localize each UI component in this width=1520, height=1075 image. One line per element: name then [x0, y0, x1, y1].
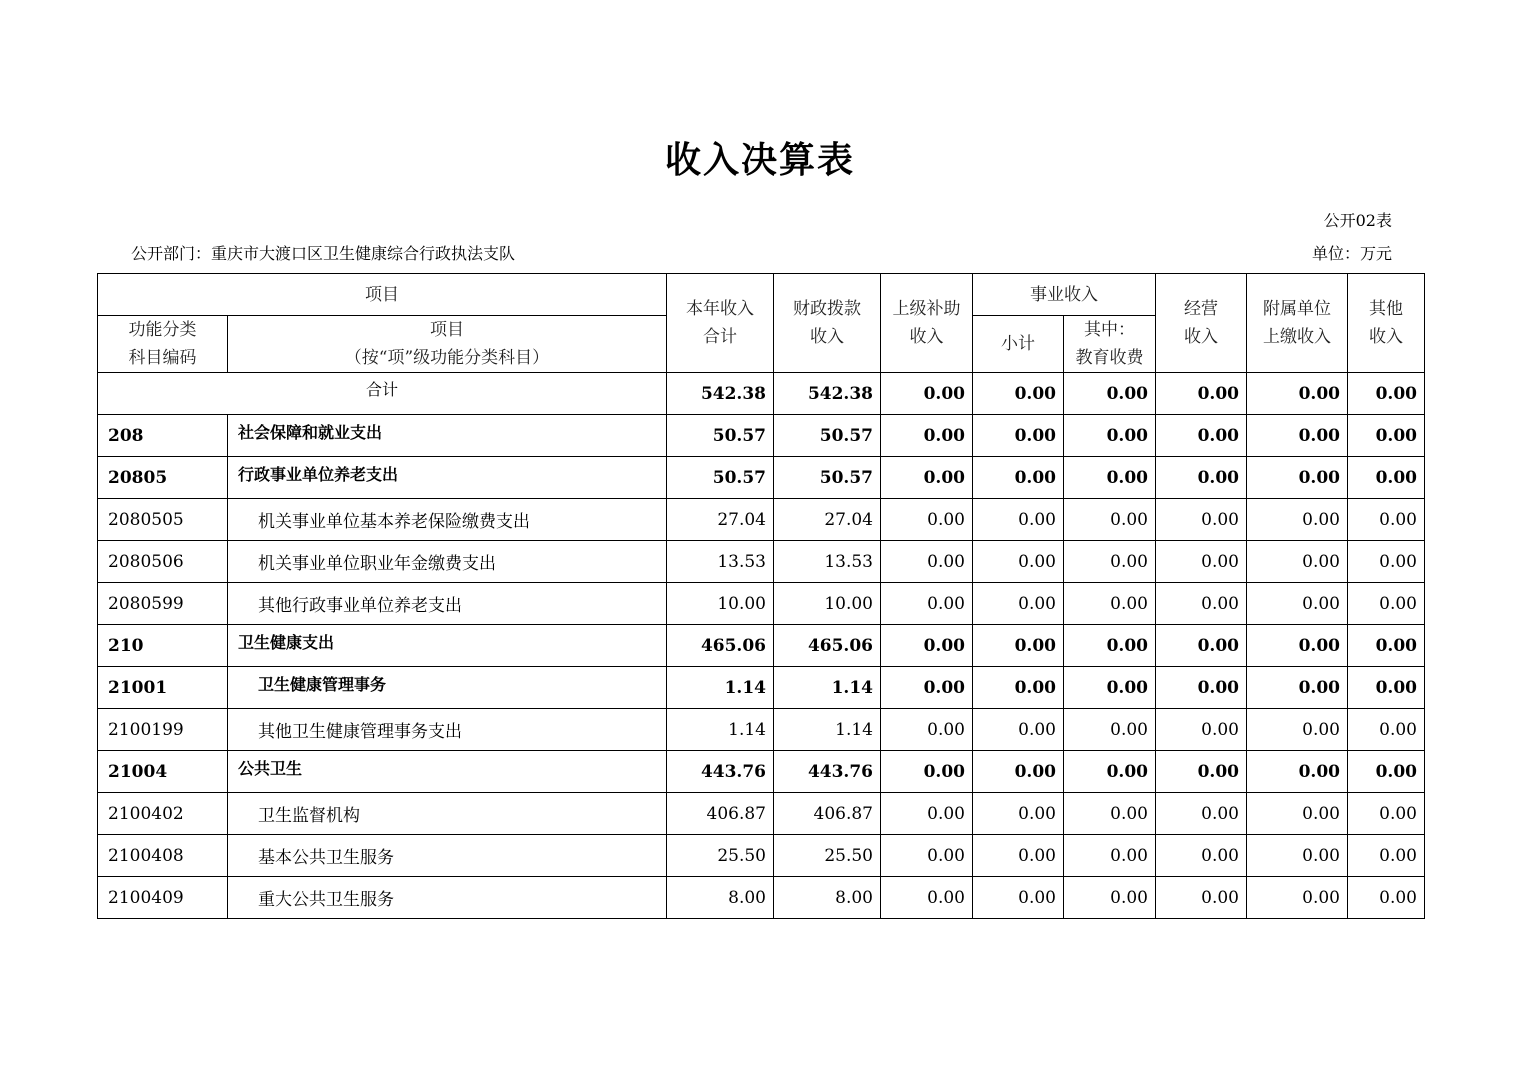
table-row [98, 541, 1425, 583]
row-value: 0.00 [1348, 457, 1425, 499]
row-value: 13.53 [774, 541, 881, 583]
row-value: 0.00 [1064, 583, 1156, 625]
row-value: 0.00 [881, 457, 973, 499]
row-value: 0.00 [973, 499, 1064, 541]
table-row [98, 625, 1425, 667]
row-value: 27.04 [667, 499, 774, 541]
row-code: 2100199 [98, 709, 228, 751]
row-value: 25.50 [667, 835, 774, 877]
row-value: 1.14 [774, 667, 881, 709]
row-code: 2080505 [98, 499, 228, 541]
header-code: 功能分类 科目编码 [98, 316, 228, 373]
header-total-income: 本年收入 合计 [667, 274, 774, 373]
row-value: 0.00 [1064, 499, 1156, 541]
row-value: 10.00 [774, 583, 881, 625]
row-value: 406.87 [667, 793, 774, 835]
total-value: 0.00 [973, 373, 1064, 415]
table-row [98, 499, 1425, 541]
total-value: 0.00 [1247, 373, 1348, 415]
header-edu: 其中： 教育收费 [1064, 316, 1156, 373]
row-value: 0.00 [881, 499, 973, 541]
table-row [98, 457, 1425, 499]
row-value: 0.00 [973, 541, 1064, 583]
row-name: 行政事业单位养老支出 [228, 457, 667, 499]
row-code: 2100408 [98, 835, 228, 877]
row-name: 其他行政事业单位养老支出 [228, 583, 667, 625]
row-value: 0.00 [1247, 835, 1348, 877]
total-label: 合计 [98, 373, 667, 415]
row-name: 卫生健康管理事务 [228, 667, 667, 709]
row-value: 0.00 [881, 541, 973, 583]
row-value: 0.00 [973, 415, 1064, 457]
row-value: 0.00 [1247, 877, 1348, 919]
header-other: 其他 收入 [1348, 274, 1425, 373]
row-name: 重大公共卫生服务 [228, 877, 667, 919]
row-value: 0.00 [1156, 457, 1247, 499]
row-value: 50.57 [667, 457, 774, 499]
row-value: 0.00 [1247, 583, 1348, 625]
row-value: 0.00 [1348, 499, 1425, 541]
row-code: 20805 [98, 457, 228, 499]
total-value: 0.00 [881, 373, 973, 415]
row-value: 0.00 [1247, 667, 1348, 709]
row-value: 0.00 [1348, 625, 1425, 667]
row-value: 50.57 [774, 415, 881, 457]
row-value: 0.00 [1348, 793, 1425, 835]
row-value: 1.14 [667, 667, 774, 709]
row-name: 基本公共卫生服务 [228, 835, 667, 877]
row-value: 0.00 [1156, 667, 1247, 709]
row-value: 0.00 [1247, 457, 1348, 499]
row-value: 0.00 [1348, 751, 1425, 793]
table-row [98, 877, 1425, 919]
row-code: 21004 [98, 751, 228, 793]
row-value: 0.00 [1064, 835, 1156, 877]
row-code: 208 [98, 415, 228, 457]
row-code: 21001 [98, 667, 228, 709]
row-value: 50.57 [774, 457, 881, 499]
row-value: 0.00 [1156, 625, 1247, 667]
row-value: 10.00 [667, 583, 774, 625]
header-operation: 经营 收入 [1156, 274, 1247, 373]
row-value: 0.00 [1348, 835, 1425, 877]
income-table [97, 273, 1425, 919]
row-name: 卫生健康支出 [228, 625, 667, 667]
row-value: 1.14 [774, 709, 881, 751]
row-value: 0.00 [973, 583, 1064, 625]
row-value: 0.00 [1247, 415, 1348, 457]
form-number: 公开02表 [1323, 211, 1392, 230]
row-value: 8.00 [667, 877, 774, 919]
row-value: 0.00 [1348, 583, 1425, 625]
row-value: 13.53 [667, 541, 774, 583]
row-value: 443.76 [774, 751, 881, 793]
total-row [98, 373, 1425, 415]
row-value: 8.00 [774, 877, 881, 919]
header-project: 项目 [98, 274, 667, 316]
table-row [98, 751, 1425, 793]
unit-label: 单位：万元 [1311, 244, 1392, 263]
row-code: 2080506 [98, 541, 228, 583]
row-value: 0.00 [973, 751, 1064, 793]
row-value: 0.00 [1064, 625, 1156, 667]
header-superior: 上级补助 收入 [881, 274, 973, 373]
row-value: 0.00 [973, 877, 1064, 919]
total-value: 0.00 [1064, 373, 1156, 415]
header-affiliated: 附属单位 上缴收入 [1247, 274, 1348, 373]
row-value: 443.76 [667, 751, 774, 793]
row-code: 210 [98, 625, 228, 667]
row-value: 0.00 [1348, 877, 1425, 919]
row-name: 机关事业单位基本养老保险缴费支出 [228, 499, 667, 541]
table-row [98, 835, 1425, 877]
row-value: 27.04 [774, 499, 881, 541]
header-fiscal: 财政拨款 收入 [774, 274, 881, 373]
row-value: 50.57 [667, 415, 774, 457]
row-value: 0.00 [1064, 877, 1156, 919]
row-value: 0.00 [1156, 793, 1247, 835]
row-value: 0.00 [1348, 415, 1425, 457]
row-value: 0.00 [973, 457, 1064, 499]
row-value: 0.00 [1156, 709, 1247, 751]
row-value: 0.00 [973, 667, 1064, 709]
total-value: 0.00 [1348, 373, 1425, 415]
row-value: 0.00 [1348, 541, 1425, 583]
row-value: 25.50 [774, 835, 881, 877]
row-value: 1.14 [667, 709, 774, 751]
row-value: 406.87 [774, 793, 881, 835]
row-value: 0.00 [1247, 541, 1348, 583]
row-value: 0.00 [1064, 793, 1156, 835]
row-value: 0.00 [1064, 667, 1156, 709]
row-value: 0.00 [1064, 541, 1156, 583]
header-subtotal: 小计 [973, 316, 1064, 373]
row-code: 2100409 [98, 877, 228, 919]
row-value: 0.00 [881, 625, 973, 667]
row-value: 465.06 [667, 625, 774, 667]
row-name: 卫生监督机构 [228, 793, 667, 835]
row-value: 0.00 [973, 835, 1064, 877]
department-label: 公开部门：重庆市大渡口区卫生健康综合行政执法支队 [131, 244, 516, 263]
row-name: 社会保障和就业支出 [228, 415, 667, 457]
row-value: 0.00 [973, 793, 1064, 835]
row-name: 机关事业单位职业年金缴费支出 [228, 541, 667, 583]
row-value: 0.00 [881, 835, 973, 877]
row-value: 0.00 [881, 793, 973, 835]
row-value: 0.00 [1247, 499, 1348, 541]
row-value: 0.00 [1156, 499, 1247, 541]
row-value: 0.00 [881, 667, 973, 709]
row-value: 0.00 [1247, 751, 1348, 793]
row-value: 0.00 [1064, 415, 1156, 457]
header-item: 项目 （按“项”级功能分类科目） [228, 316, 667, 373]
row-code: 2100402 [98, 793, 228, 835]
row-value: 0.00 [1348, 667, 1425, 709]
row-value: 0.00 [1156, 835, 1247, 877]
row-value: 0.00 [1064, 751, 1156, 793]
row-value: 0.00 [881, 709, 973, 751]
row-value: 0.00 [1247, 625, 1348, 667]
row-value: 0.00 [881, 877, 973, 919]
table-row [98, 709, 1425, 751]
total-value: 0.00 [1156, 373, 1247, 415]
row-name: 其他卫生健康管理事务支出 [228, 709, 667, 751]
total-value: 542.38 [774, 373, 881, 415]
table-row [98, 667, 1425, 709]
row-name: 公共卫生 [228, 751, 667, 793]
row-value: 0.00 [881, 583, 973, 625]
row-value: 0.00 [1064, 709, 1156, 751]
row-value: 0.00 [881, 415, 973, 457]
row-value: 0.00 [1156, 415, 1247, 457]
row-value: 0.00 [1156, 541, 1247, 583]
row-value: 0.00 [1156, 583, 1247, 625]
row-value: 0.00 [1156, 877, 1247, 919]
row-value: 0.00 [973, 709, 1064, 751]
row-value: 0.00 [1064, 457, 1156, 499]
row-value: 465.06 [774, 625, 881, 667]
row-value: 0.00 [881, 751, 973, 793]
header-business: 事业收入 [973, 274, 1156, 316]
row-value: 0.00 [973, 625, 1064, 667]
page-title: 收入决算表 [664, 140, 855, 181]
total-value: 542.38 [667, 373, 774, 415]
table-row [98, 583, 1425, 625]
row-value: 0.00 [1348, 709, 1425, 751]
table-row [98, 793, 1425, 835]
row-value: 0.00 [1156, 751, 1247, 793]
table-row [98, 415, 1425, 457]
row-code: 2080599 [98, 583, 228, 625]
row-value: 0.00 [1247, 709, 1348, 751]
row-value: 0.00 [1247, 793, 1348, 835]
